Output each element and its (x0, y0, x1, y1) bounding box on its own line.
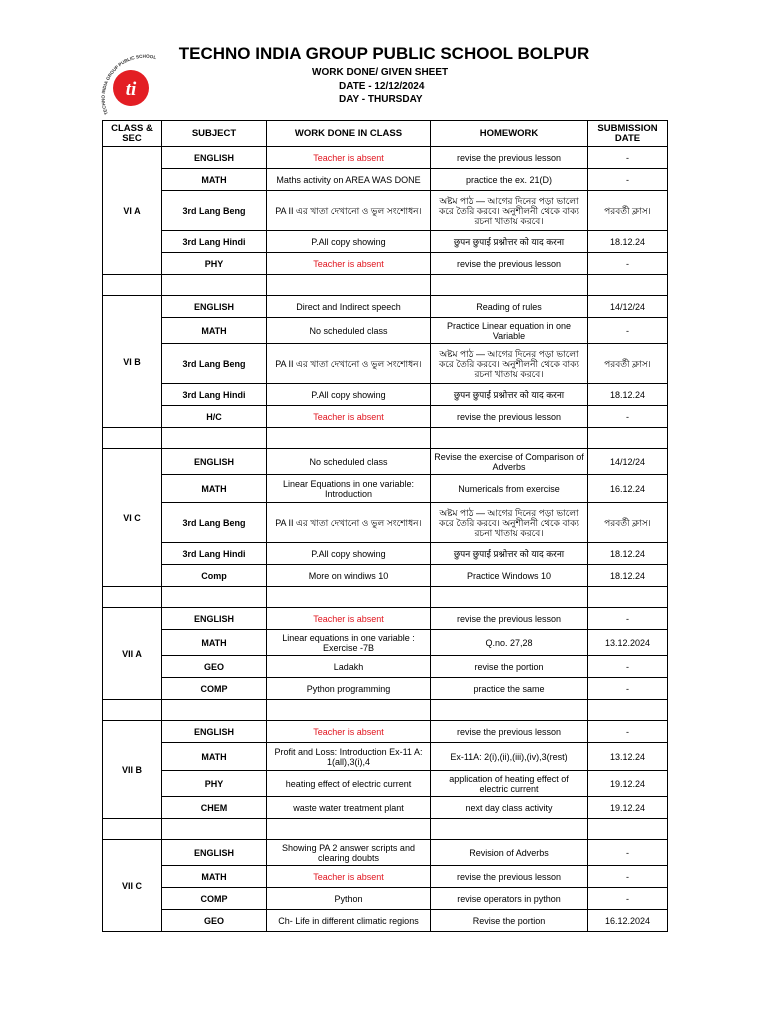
empty-cell (162, 700, 267, 721)
submission-date-cell: - (588, 253, 668, 275)
table-row (103, 147, 668, 169)
subject-cell: ENGLISH (162, 608, 267, 630)
table-row (103, 253, 668, 275)
homework-cell: application of heating effect of electric current (431, 771, 588, 797)
col-header-homework: HOMEWORK (431, 121, 588, 147)
subject-cell: COMP (162, 888, 267, 910)
submission-date-cell: 14/12/24 (588, 449, 668, 475)
subject-cell: 3rd Lang Hindi (162, 231, 267, 253)
table-row (103, 771, 668, 797)
table-row (103, 630, 668, 656)
empty-cell (103, 700, 162, 721)
table-row (103, 344, 668, 384)
class-section-cell: VII A (103, 608, 162, 700)
work-done-cell: P.All copy showing (267, 543, 431, 565)
class-section-cell: VI A (103, 147, 162, 275)
table-row (103, 888, 668, 910)
submission-date-cell: 18.12.24 (588, 231, 668, 253)
work-done-cell: P.All copy showing (267, 384, 431, 406)
work-done-cell: Showing PA 2 answer scripts and clearing doubts (267, 840, 431, 866)
subject-cell: MATH (162, 318, 267, 344)
submission-date-cell: - (588, 866, 668, 888)
submission-date-cell: পরবর্তী ক্লাস। (588, 344, 668, 384)
work-done-cell: Teacher is absent (267, 253, 431, 275)
spacer-row (103, 587, 668, 608)
table-row (103, 797, 668, 819)
work-done-cell: heating effect of electric current (267, 771, 431, 797)
work-done-cell: Direct and Indirect speech (267, 296, 431, 318)
table-row (103, 721, 668, 743)
table-row (103, 840, 668, 866)
submission-date-cell: - (588, 318, 668, 344)
homework-cell: revise the previous lesson (431, 147, 588, 169)
col-header-work: WORK DONE IN CLASS (267, 121, 431, 147)
homework-cell: অষ্টম পাঠ — আগের দিনের পড়া ভালো করে তৈরি করবে। অনুশীলনী থেকে বাক্য রচনা খাতায় করবে। (431, 503, 588, 543)
homework-cell: Numericals from exercise (431, 475, 588, 503)
class-section-cell: VI B (103, 296, 162, 428)
table-row (103, 318, 668, 344)
submission-date-cell: 16.12.24 (588, 475, 668, 503)
table-row (103, 608, 668, 630)
homework-cell: Practice Linear equation in one Variable (431, 318, 588, 344)
table-row (103, 743, 668, 771)
table-row (103, 384, 668, 406)
work-done-cell: PA II এর খাতা দেখানো ও ভুল সংশোধন। (267, 191, 431, 231)
work-done-cell: P.All copy showing (267, 231, 431, 253)
submission-date-cell: 18.12.24 (588, 565, 668, 587)
subject-cell: ENGLISH (162, 296, 267, 318)
homework-cell: Revision of Adverbs (431, 840, 588, 866)
table-row (103, 231, 668, 253)
empty-cell (431, 428, 588, 449)
submission-date-cell: - (588, 169, 668, 191)
work-done-cell: PA II এর খাতা দেখানো ও ভুল সংশোধন। (267, 344, 431, 384)
submission-date-cell: 18.12.24 (588, 543, 668, 565)
homework-cell: revise the previous lesson (431, 721, 588, 743)
subject-cell: MATH (162, 475, 267, 503)
submission-date-cell: 13.12.2024 (588, 630, 668, 656)
homework-cell: छुपन छुपाई प्रश्नोत्तर को याद करना (431, 543, 588, 565)
work-done-cell: Profit and Loss: Introduction Ex-11 A: 1(all),3(i),4 (267, 743, 431, 771)
empty-cell (267, 700, 431, 721)
work-done-cell: No scheduled class (267, 449, 431, 475)
subject-cell: PHY (162, 253, 267, 275)
subject-cell: ENGLISH (162, 840, 267, 866)
homework-cell: অষ্টম পাঠ — আগের দিনের পড়া ভালো করে তৈরি করবে। অনুশীলনী থেকে বাক্য রচনা খাতায় করবে। (431, 191, 588, 231)
homework-cell: Revise the portion (431, 910, 588, 932)
empty-cell (431, 819, 588, 840)
homework-cell: Reading of rules (431, 296, 588, 318)
homework-cell: revise the previous lesson (431, 253, 588, 275)
table-row (103, 449, 668, 475)
homework-cell: practice the same (431, 678, 588, 700)
submission-date-cell: - (588, 721, 668, 743)
table-row (103, 656, 668, 678)
table-row (103, 866, 668, 888)
empty-cell (103, 428, 162, 449)
subject-cell: MATH (162, 169, 267, 191)
submission-date-cell: 19.12.24 (588, 797, 668, 819)
table-row (103, 503, 668, 543)
subject-cell: 3rd Lang Beng (162, 344, 267, 384)
col-header-subject: SUBJECT (162, 121, 267, 147)
submission-date-cell: 16.12.2024 (588, 910, 668, 932)
submission-date-cell: পরবর্তী ক্লাস। (588, 503, 668, 543)
empty-cell (162, 428, 267, 449)
subject-cell: CHEM (162, 797, 267, 819)
homework-cell: Ex-11A: 2(i),(ii),(iii),(iv),3(rest) (431, 743, 588, 771)
work-done-cell: Linear Equations in one variable: Introduction (267, 475, 431, 503)
empty-cell (103, 275, 162, 296)
subject-cell: 3rd Lang Beng (162, 191, 267, 231)
submission-date-cell: পরবর্তী ক্লাস। (588, 191, 668, 231)
work-done-cell: Teacher is absent (267, 147, 431, 169)
spacer-row (103, 700, 668, 721)
empty-cell (431, 587, 588, 608)
subject-cell: 3rd Lang Beng (162, 503, 267, 543)
work-done-cell: Python programming (267, 678, 431, 700)
table-row (103, 910, 668, 932)
table-row (103, 169, 668, 191)
table-row (103, 475, 668, 503)
class-section-cell: VI C (103, 449, 162, 587)
table-row (103, 191, 668, 231)
work-done-cell: Ladakh (267, 656, 431, 678)
header-row (103, 121, 668, 147)
empty-cell (267, 275, 431, 296)
subject-cell: Comp (162, 565, 267, 587)
work-done-cell: Linear equations in one variable : Exercise -7B (267, 630, 431, 656)
work-done-cell: Python (267, 888, 431, 910)
class-section-cell: VII C (103, 840, 162, 932)
subject-cell: ENGLISH (162, 721, 267, 743)
homework-cell: Revise the exercise of Comparison of Adverbs (431, 449, 588, 475)
subject-cell: 3rd Lang Hindi (162, 384, 267, 406)
work-done-cell: More on windiws 10 (267, 565, 431, 587)
submission-date-cell: - (588, 608, 668, 630)
empty-cell (588, 700, 668, 721)
day-line: DAY - THURSDAY (339, 94, 423, 105)
subject-cell: GEO (162, 656, 267, 678)
homework-cell: Q.no. 27,28 (431, 630, 588, 656)
empty-cell (588, 819, 668, 840)
subject-cell: MATH (162, 743, 267, 771)
homework-cell: revise the previous lesson (431, 608, 588, 630)
subject-cell: 3rd Lang Hindi (162, 543, 267, 565)
submission-date-cell: 19.12.24 (588, 771, 668, 797)
submission-date-cell: - (588, 147, 668, 169)
spacer-row (103, 819, 668, 840)
homework-cell: next day class activity (431, 797, 588, 819)
empty-cell (103, 819, 162, 840)
logo-ring-text: TECHNO INDIA GROUP PUBLIC SCHOOL (100, 54, 157, 116)
empty-cell (588, 275, 668, 296)
work-done-cell: Teacher is absent (267, 608, 431, 630)
spacer-row (103, 275, 668, 296)
work-done-cell: waste water treatment plant (267, 797, 431, 819)
homework-cell: छुपन छुपाई प्रश्नोत्तर को याद करना (431, 231, 588, 253)
date-line: DATE - 12/12/2024 (339, 81, 425, 92)
empty-cell (431, 275, 588, 296)
subject-cell: COMP (162, 678, 267, 700)
table-row (103, 565, 668, 587)
homework-cell: অষ্টম পাঠ — আগের দিনের পড়া ভালো করে তৈরি করবে। অনুশীলনী থেকে বাক্য রচনা খাতায় করবে। (431, 344, 588, 384)
subject-cell: ENGLISH (162, 147, 267, 169)
table-row (103, 678, 668, 700)
homework-cell: छुपन छुपाई प्रश्नोत्तर को याद करना (431, 384, 588, 406)
homework-cell: practice the ex. 21(D) (431, 169, 588, 191)
work-done-cell: No scheduled class (267, 318, 431, 344)
work-done-cell: Teacher is absent (267, 721, 431, 743)
subject-cell: PHY (162, 771, 267, 797)
subject-cell: ENGLISH (162, 449, 267, 475)
homework-cell: revise the previous lesson (431, 866, 588, 888)
table-row (103, 296, 668, 318)
work-done-cell: Ch- Life in different climatic regions (267, 910, 431, 932)
col-header-submission: SUBMISSION DATE (588, 121, 668, 147)
empty-cell (431, 700, 588, 721)
submission-date-cell: - (588, 840, 668, 866)
submission-date-cell: 14/12/24 (588, 296, 668, 318)
work-done-cell: Teacher is absent (267, 406, 431, 428)
empty-cell (103, 587, 162, 608)
subject-cell: H/C (162, 406, 267, 428)
subject-cell: GEO (162, 910, 267, 932)
col-header-class: CLASS & SEC (103, 121, 162, 147)
empty-cell (267, 819, 431, 840)
empty-cell (162, 587, 267, 608)
work-done-table (102, 120, 668, 932)
spacer-row (103, 428, 668, 449)
subject-cell: MATH (162, 866, 267, 888)
submission-date-cell: - (588, 406, 668, 428)
table-body (103, 147, 668, 932)
table-row (103, 543, 668, 565)
homework-cell: revise the previous lesson (431, 406, 588, 428)
subject-cell: MATH (162, 630, 267, 656)
empty-cell (267, 587, 431, 608)
submission-date-cell: 13.12.24 (588, 743, 668, 771)
homework-cell: Practice Windows 10 (431, 565, 588, 587)
empty-cell (588, 587, 668, 608)
submission-date-cell: 18.12.24 (588, 384, 668, 406)
submission-date-cell: - (588, 678, 668, 700)
table-row (103, 406, 668, 428)
homework-cell: revise operators in python (431, 888, 588, 910)
work-done-cell: Maths activity on AREA WAS DONE (267, 169, 431, 191)
school-logo (100, 54, 196, 122)
class-section-cell: VII B (103, 721, 162, 819)
logo-glyph: ti (125, 79, 137, 100)
empty-cell (267, 428, 431, 449)
empty-cell (162, 275, 267, 296)
homework-cell: revise the portion (431, 656, 588, 678)
sheet-title: WORK DONE/ GIVEN SHEET (312, 67, 449, 78)
school-title: TECHNO INDIA GROUP PUBLIC SCHOOL BOLPUR (178, 44, 590, 63)
submission-date-cell: - (588, 656, 668, 678)
work-done-cell: Teacher is absent (267, 866, 431, 888)
empty-cell (162, 819, 267, 840)
work-done-cell: PA II এর খাতা দেখানো ও ভুল সংশোধন। (267, 503, 431, 543)
empty-cell (588, 428, 668, 449)
submission-date-cell: - (588, 888, 668, 910)
